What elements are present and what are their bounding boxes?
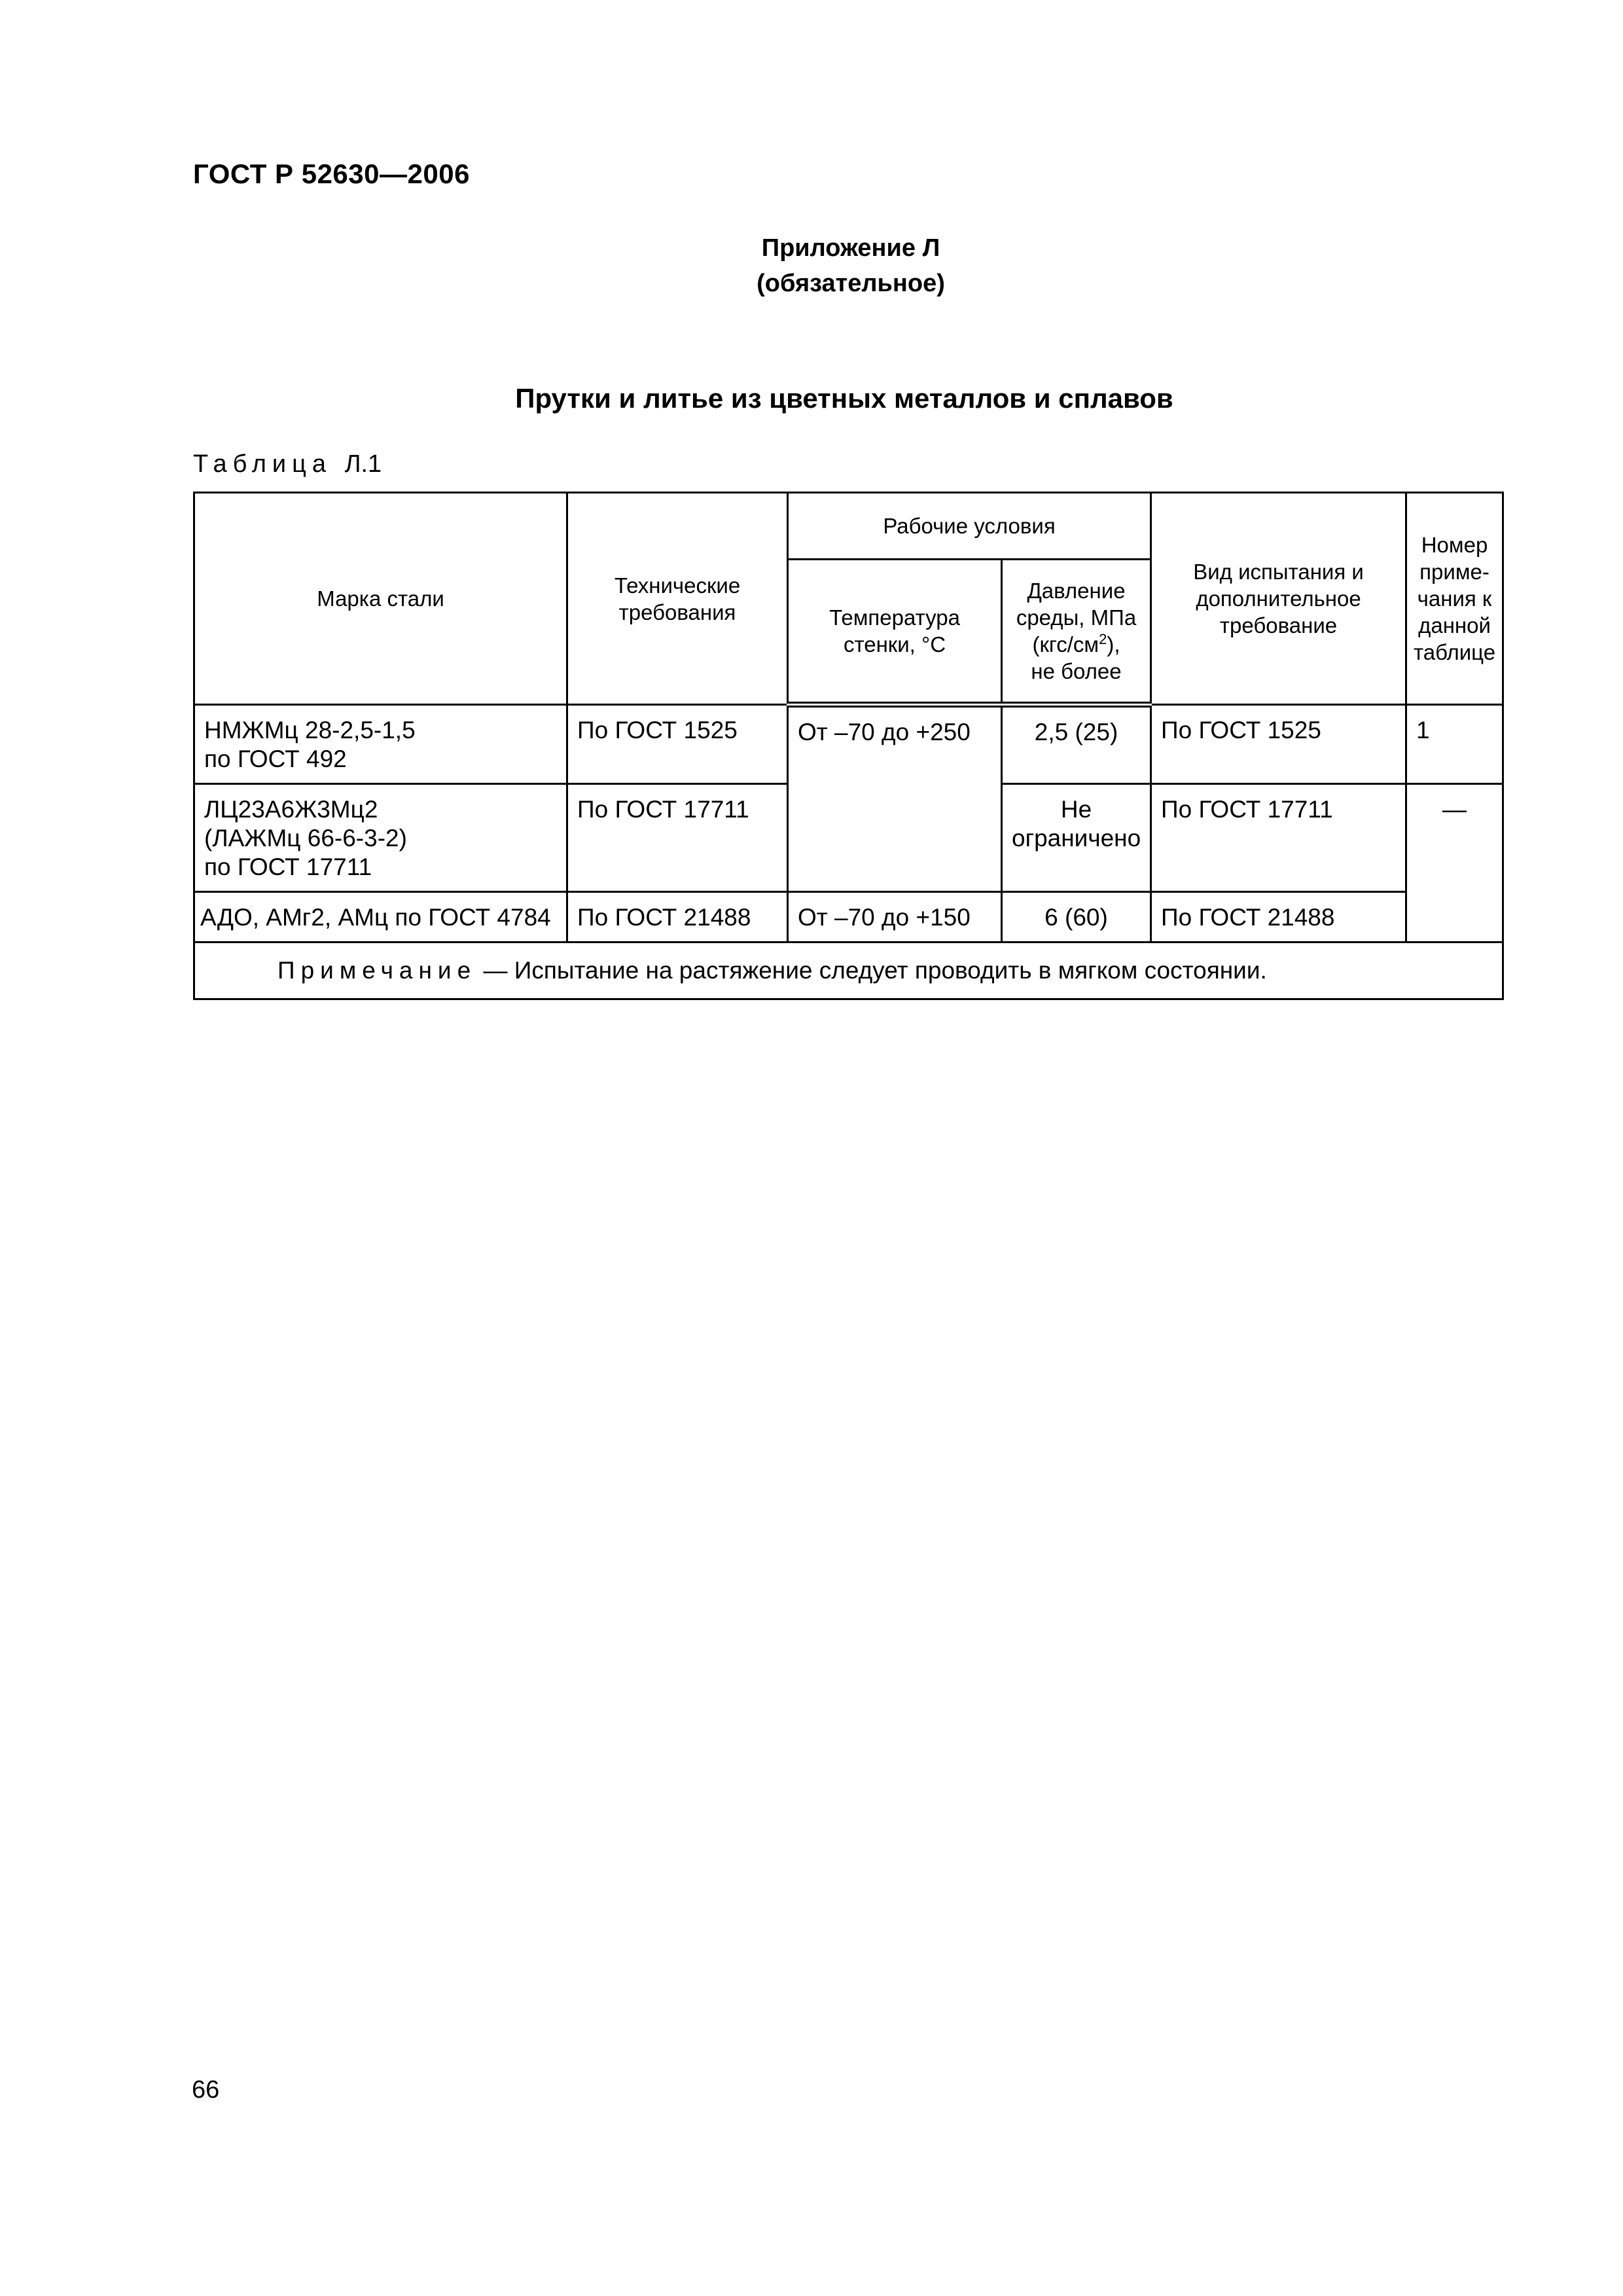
row2-grade-line2: (ЛАЖМц 66-6-3-2) xyxy=(204,825,407,852)
table-caption-word: Таблица xyxy=(193,450,332,478)
header-grade: Марка стали xyxy=(194,493,567,705)
header-working-conditions: Рабочие условия xyxy=(788,493,1151,560)
row2-grade-line3: по ГОСТ 17711 xyxy=(204,853,372,880)
row1-grade-line1: НМЖМц 28-2,5-1,5 xyxy=(204,717,416,744)
table-note-row xyxy=(194,942,1503,999)
header-pressure-line1: Давление среды, МПа xyxy=(1016,579,1137,630)
header-tech-requirements: Технические требования xyxy=(567,493,788,705)
table-row xyxy=(194,705,1503,784)
appendix-heading xyxy=(654,230,1047,301)
row2-test: По ГОСТ 17711 xyxy=(1151,784,1406,892)
table-row xyxy=(194,892,1503,942)
row3-pressure: 6 (60) xyxy=(1002,892,1151,942)
row2-pressure-line1: Не xyxy=(1060,796,1092,823)
row3-tech: По ГОСТ 21488 xyxy=(567,892,788,942)
appendix-status: (обязательное) xyxy=(757,270,945,297)
section-title: Прутки и литье из цветных металлов и сплавов xyxy=(515,383,1173,414)
row1-grade-line2: по ГОСТ 492 xyxy=(204,745,347,772)
row3-temperature: От –70 до +150 xyxy=(788,892,1002,942)
header-pressure xyxy=(1002,560,1151,705)
table-note-label: Примечание xyxy=(277,957,477,984)
table-caption-number: Л.1 xyxy=(344,450,382,478)
row3-grade: АДО, АМг2, АМц по ГОСТ 4784 xyxy=(194,892,567,942)
row2-pressure xyxy=(1002,784,1151,892)
header-pressure-unit-close: ), xyxy=(1107,632,1120,656)
row1-temperature: От –70 до +250 xyxy=(788,705,1002,892)
row1-grade xyxy=(194,705,567,784)
header-temperature: Температура стенки, °C xyxy=(788,560,1002,705)
row2-grade-line1: ЛЦ23А6Ж3Мц2 xyxy=(204,796,378,823)
header-test-type: Вид испытания и дополнительное требование xyxy=(1151,493,1406,705)
row2-grade xyxy=(194,784,567,892)
table-note-text: — Испытание на растяжение следует проводить в мягком состоянии. xyxy=(476,957,1267,984)
table-note xyxy=(194,942,1503,999)
appendix-title: Приложение Л xyxy=(761,234,940,262)
row2-note: — xyxy=(1406,784,1503,942)
row3-test: По ГОСТ 21488 xyxy=(1151,892,1406,942)
header-pressure-unit-sup: 2 xyxy=(1099,631,1107,647)
row2-pressure-line2: ограничено xyxy=(1012,825,1141,852)
row1-tech: По ГОСТ 1525 xyxy=(567,705,788,784)
row2-tech: По ГОСТ 17711 xyxy=(567,784,788,892)
row1-test: По ГОСТ 1525 xyxy=(1151,705,1406,784)
materials-table xyxy=(193,492,1504,1000)
header-pressure-unit-open: (кгс/см xyxy=(1032,632,1099,656)
table-caption xyxy=(193,450,382,478)
header-note-number: Номер приме-чания к данной таблице xyxy=(1406,493,1503,705)
document-designation: ГОСТ Р 52630—2006 xyxy=(193,158,470,189)
page-number: 66 xyxy=(192,2076,220,2104)
row1-note: 1 xyxy=(1406,705,1503,784)
row1-pressure: 2,5 (25) xyxy=(1002,705,1151,784)
header-pressure-line3: не более xyxy=(1031,659,1122,683)
